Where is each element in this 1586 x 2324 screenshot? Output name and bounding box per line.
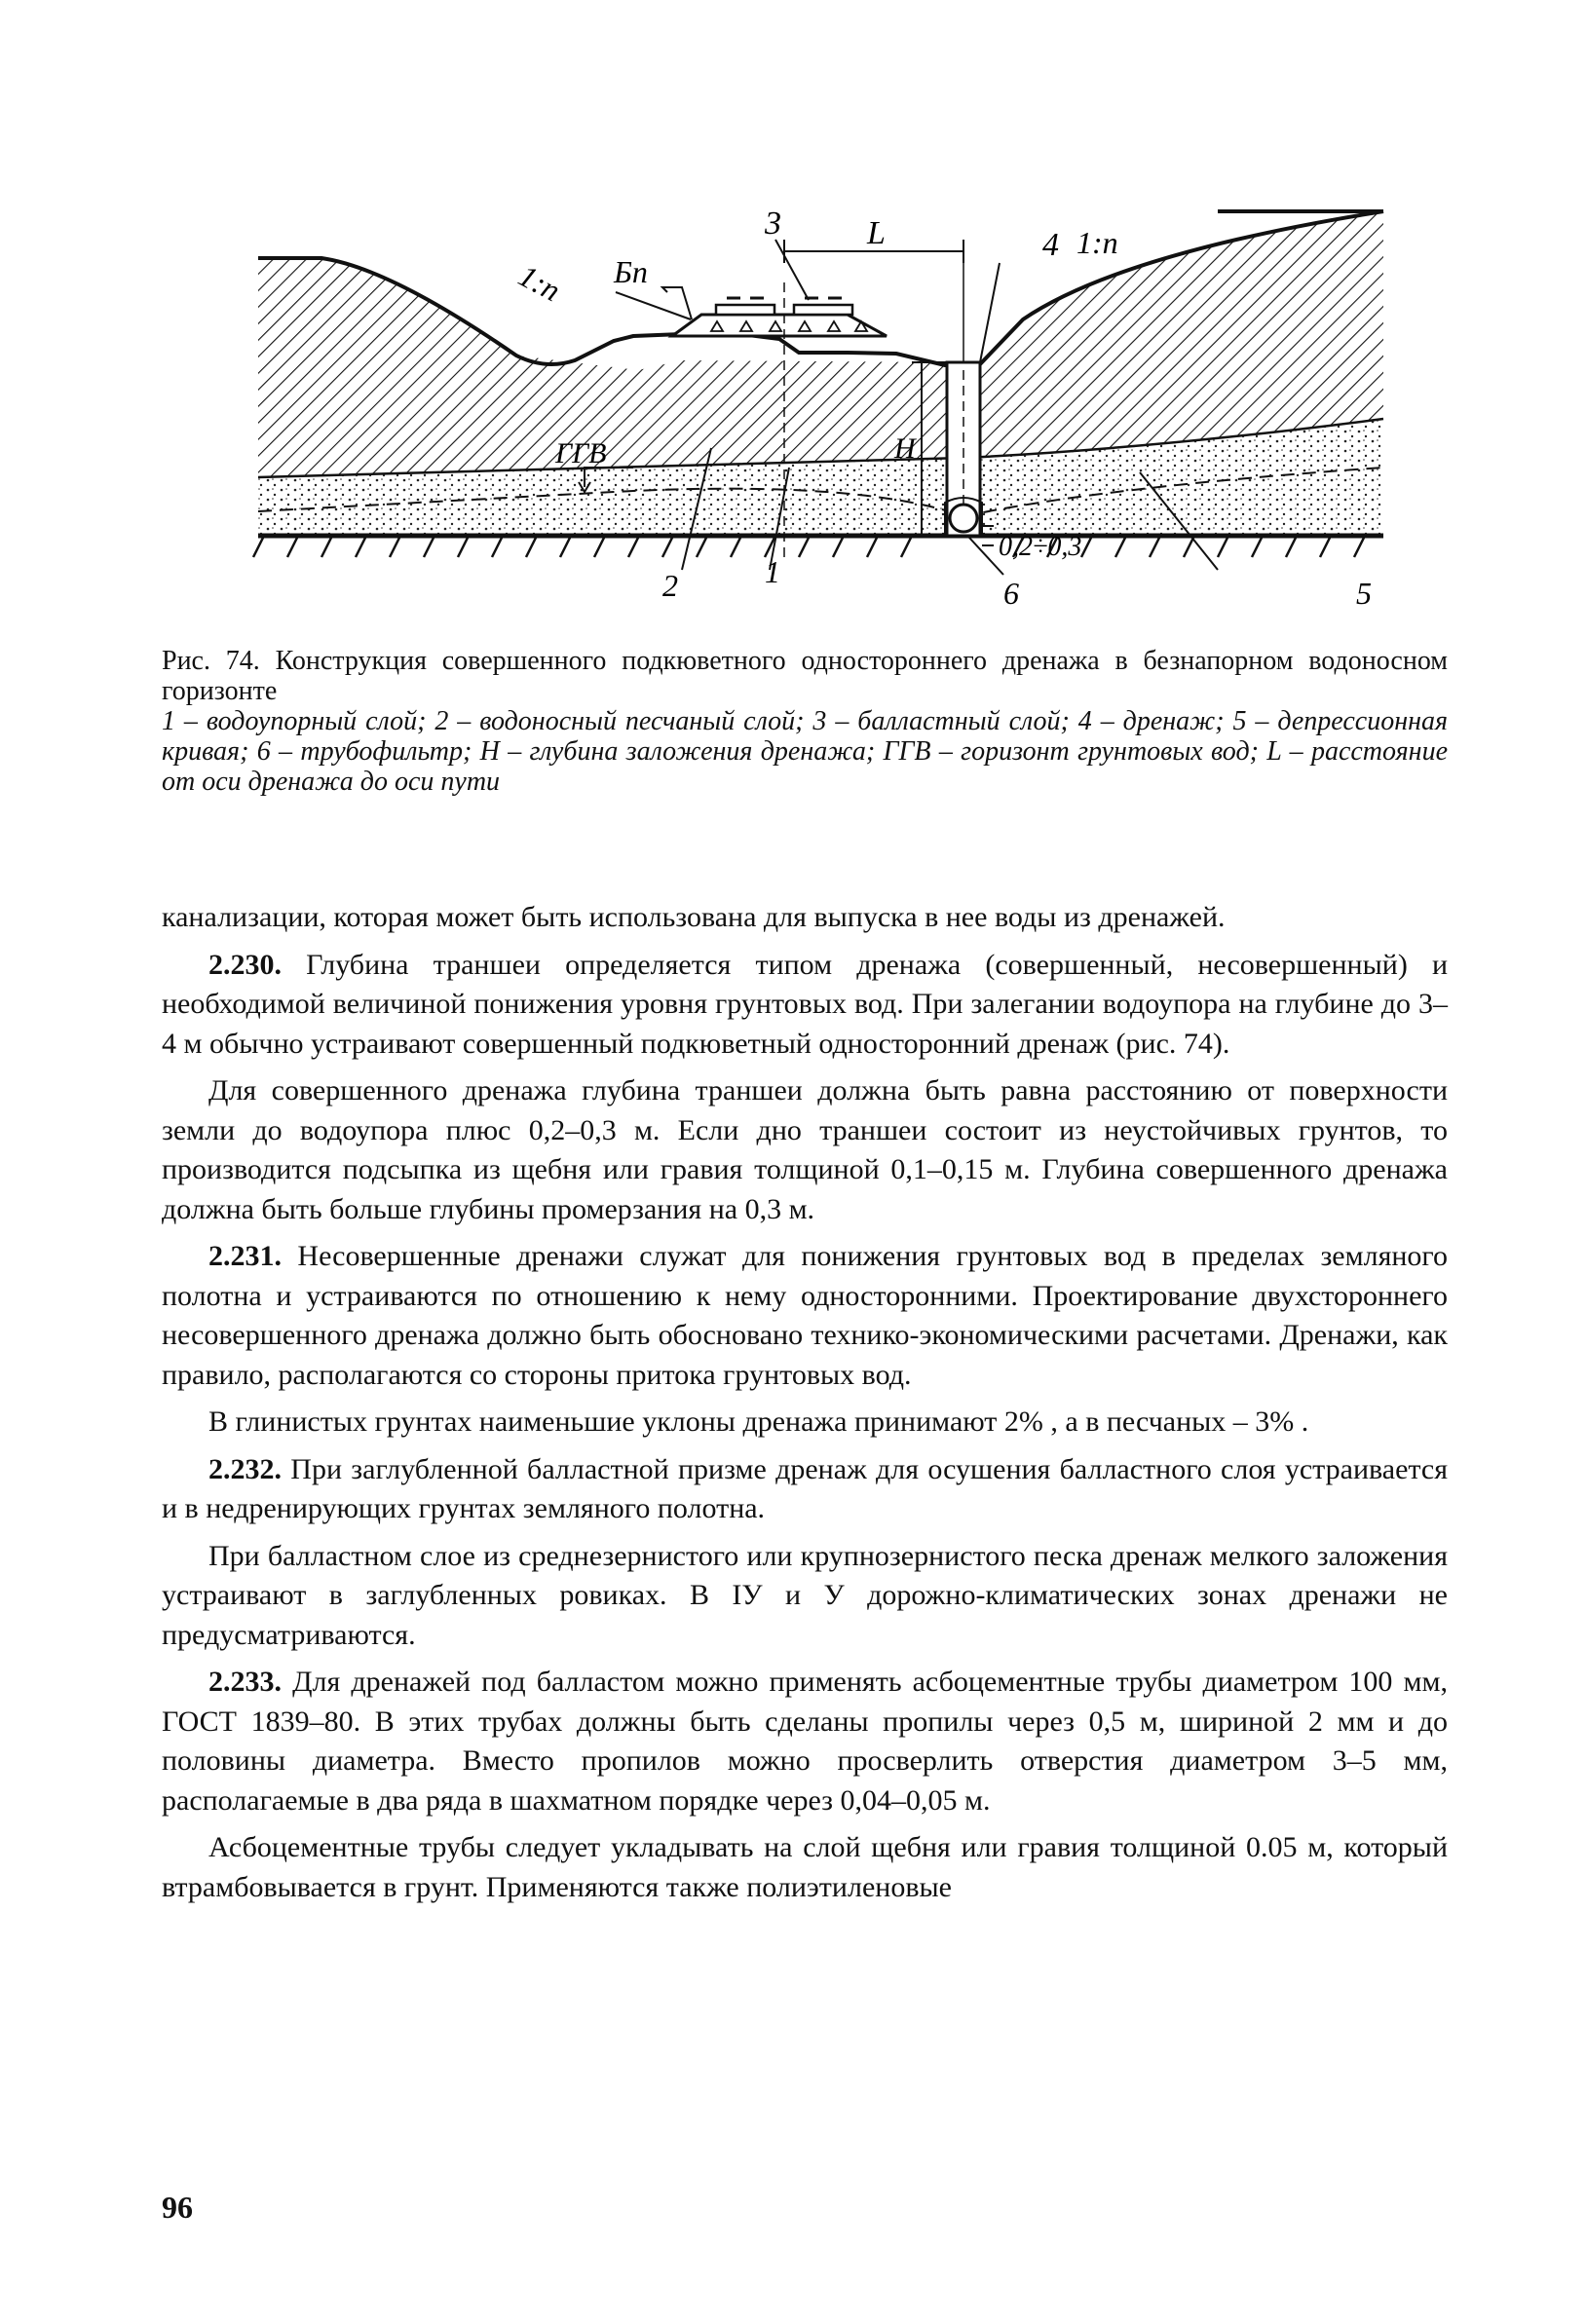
figure-caption <box>162 646 1448 797</box>
label-slope-left: 1:n <box>512 257 567 309</box>
paragraph <box>162 898 1448 938</box>
track-right <box>794 305 852 315</box>
caption-legend: 1 – водоупорный слой; 2 – водоносный песчаный слой; 3 – балластный слой; 4 – дренаж; 5 – депрессионная кривая; 6 – трубофильтр; Н – глубина заложения дренажа; ГГВ – горизонт грунтовых вод; L – расстояние от оси дренажа до оси пути <box>162 706 1448 797</box>
paragraph-text: Для совершенного дренажа глубина траншеи должна быть равна расстоянию от поверхности земли до водоупора плюс 0,2–0,3 м. Если дно траншеи состоит из неустойчивых грунтов, то производится подсыпка из щебня или гравия толщиной 0,1–0,15 м. Глубина совершенного дренажа должна быть больше глубины промерзания на 0,3 м. <box>162 1074 1448 1225</box>
paragraph-text: Асбоцементные трубы следует укладывать на слой щебня или гравия толщиной 0.05 м, который втрамбовывается в грунт. Применяются также полиэтиленовые <box>162 1831 1448 1903</box>
section-number: 2.230. <box>208 948 282 981</box>
label-4: 4 <box>1042 227 1059 263</box>
paragraph-text: Глубина траншеи определяется типом дренажа (совершенный, несовершенный) и необходимой величиной понижения уровня грунтовых вод. При залегании водоупора на глубине до 3–4 м обычно устраивают совершенный подкюветный односторонний дренаж (рис. 74). <box>162 948 1448 1060</box>
caption-title: Рис. 74. Конструкция совершенного подкюветного одностороннего дренажа в безнапорном водоносном горизонте <box>162 646 1448 706</box>
paragraph-text: Несовершенные дренажи служат для понижения грунтовых вод в пределах земляного полотна и устраиваются по отношению к нему односторонними. Проектирование двухстороннего несовершенного дренажа должно быть обосновано технико-экономическими расчетами. Дренажи, как правило, располагаются со стороны притока грунтовых вод. <box>162 1240 1448 1391</box>
label-6: 6 <box>1003 576 1019 611</box>
paragraph-text: канализации, которая может быть использована для выпуска в нее воды из дренажей. <box>162 901 1226 933</box>
paragraph <box>162 1828 1448 1907</box>
label-2: 2 <box>662 568 678 603</box>
section-number: 2.232. <box>208 1452 282 1485</box>
paragraph <box>162 1450 1448 1529</box>
label-depth: 0,2÷0,3 <box>999 532 1082 562</box>
track-left <box>716 305 774 315</box>
label-slope-right: 1:n <box>1076 225 1118 260</box>
paragraph <box>162 1071 1448 1229</box>
ballast-prism <box>672 315 887 336</box>
label-bp: Бп <box>614 254 648 289</box>
label-L: L <box>867 215 886 251</box>
paragraph <box>162 1663 1448 1820</box>
label-3: 3 <box>765 206 781 242</box>
label-1: 1 <box>765 554 780 589</box>
paragraph <box>162 946 1448 1065</box>
label-ggv: ГГВ <box>555 437 607 469</box>
section-number: 2.233. <box>208 1666 282 1698</box>
paragraph <box>162 1403 1448 1443</box>
page-number: 96 <box>162 2190 193 2225</box>
label-5: 5 <box>1356 576 1372 611</box>
paragraph-text: При балластном слое из среднезернистого или крупнозернистого песка дренаж мелкого заложения устраивают в заглубленных ровиках. В ΙУ и У дорожно-климатических зонах дренажи не предусматриваются. <box>162 1539 1448 1651</box>
pipe-filter <box>950 505 977 532</box>
paragraph <box>162 1537 1448 1656</box>
paragraph-text: Для дренажей под балластом можно применять асбоцементные трубы диаметром 100 мм, ГОСТ 1839–80. В этих трубах должны быть сделаны пропилы через 0,5 м, шириной 2 мм и до половины диаметра. Вместо пропилов можно просверлить отверстия диаметром 3–5 мм, располагаемые в два ряда в шахматном порядке через 0,04–0,05 м. <box>162 1666 1448 1817</box>
paragraph <box>162 1237 1448 1395</box>
section-number: 2.231. <box>208 1240 282 1272</box>
paragraph-text: При заглубленной балластной призме дренаж для осушения балластного слоя устраивается и в недренирующих грунтах земляного полотна. <box>162 1452 1448 1524</box>
drainage-cross-section-figure <box>224 175 1413 633</box>
paragraph-text: В глинистых грунтах наименьшие уклоны дренажа принимают 2% , а в песчаных – 3% . <box>208 1406 1309 1438</box>
body-text <box>162 898 1448 1915</box>
label-H: H <box>894 432 916 465</box>
